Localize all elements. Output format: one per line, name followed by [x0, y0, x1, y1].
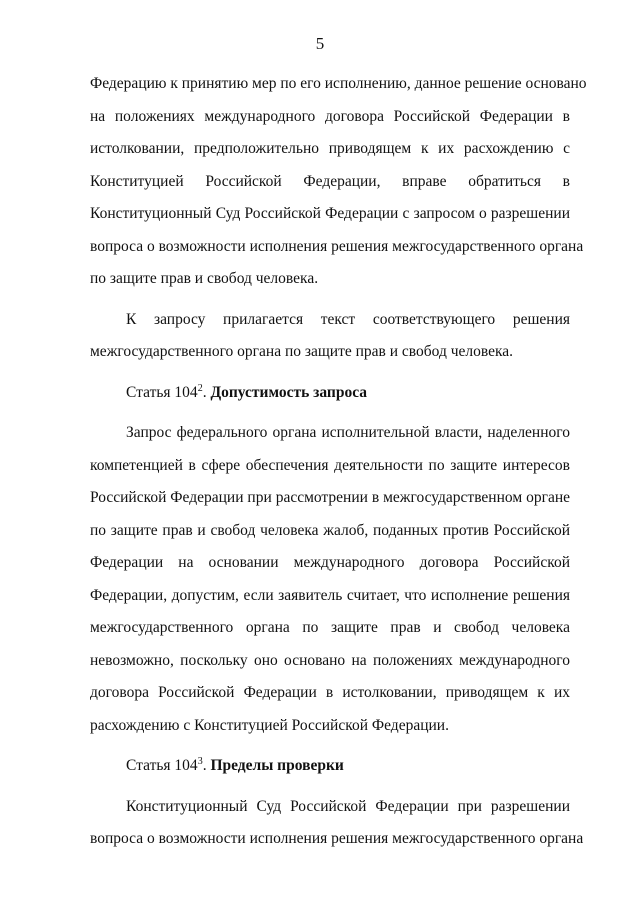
- text-line: на положениях международного договора Российской Федерации в: [90, 107, 570, 125]
- document-body: [90, 68, 587, 856]
- article-title: Пределы проверки: [210, 757, 344, 774]
- text-line: Конституционный Суд Российской Федерации при разрешении: [126, 797, 570, 815]
- text-line: вопроса о возможности исполнения решения межгосударственного органа: [90, 830, 584, 847]
- text-line: К запросу прилагается текст соответствующего решения: [126, 310, 570, 328]
- text-line: Федерации на основании международного договора Российской: [90, 554, 570, 571]
- text-line: невозможно, поскольку оно основано на положениях международного: [90, 651, 570, 669]
- page-number: 5: [315, 34, 325, 53]
- text-line: расхождению с Конституцией Российской Федерации.: [90, 716, 449, 734]
- paragraph: [90, 791, 584, 856]
- text-line: по защите прав и свобод человека.: [90, 270, 319, 287]
- text-line: Конституционный Суд Российской Федерации с запросом о разрешении: [90, 205, 570, 222]
- article-prefix: Статья 104: [126, 757, 198, 774]
- text-line: Федерацию к принятию мер по его исполнению, данное решение основано: [90, 75, 587, 92]
- text-line: Федерации, допустим, если заявитель считает, что исполнение решения: [90, 586, 570, 604]
- text-line: Российской Федерации при рассмотрении в межгосударственном органе: [90, 489, 570, 506]
- paragraph: [90, 304, 570, 369]
- text-line: межгосударственного органа по защите прав и свобод человека.: [90, 343, 514, 360]
- paragraph: [90, 68, 587, 296]
- text-line: Запрос федерального органа исполнительной власти, наделенного: [126, 424, 570, 441]
- article-title: Допустимость запроса: [210, 383, 368, 401]
- text-line: Конституцией Российской Федерации, вправе обратиться в: [90, 172, 570, 190]
- article-superscript: 3: [197, 755, 203, 767]
- article-superscript: 2: [197, 382, 203, 394]
- article-heading: Статья $104^3$. Пределы проверки: [126, 755, 344, 774]
- text-line: вопроса о возможности исполнения решения межгосударственного органа: [90, 237, 584, 255]
- article-heading: Статья $104^2$. Допустимость запроса: [126, 382, 368, 401]
- article-prefix: Статья 104: [126, 383, 198, 401]
- text-line: договора Российской Федерации в истолковании, приводящем к их: [90, 684, 570, 701]
- text-line: по защите прав и свобод человека жалоб, поданных против Российской: [90, 521, 570, 539]
- text-line: истолковании, предположительно приводящем к их расхождению с: [90, 140, 570, 157]
- paragraph: [90, 417, 570, 742]
- text-line: межгосударственного органа по защите прав и свобод человека: [90, 619, 570, 636]
- text-line: компетенцией в сфере обеспечения деятельности по защите интересов: [90, 456, 570, 474]
